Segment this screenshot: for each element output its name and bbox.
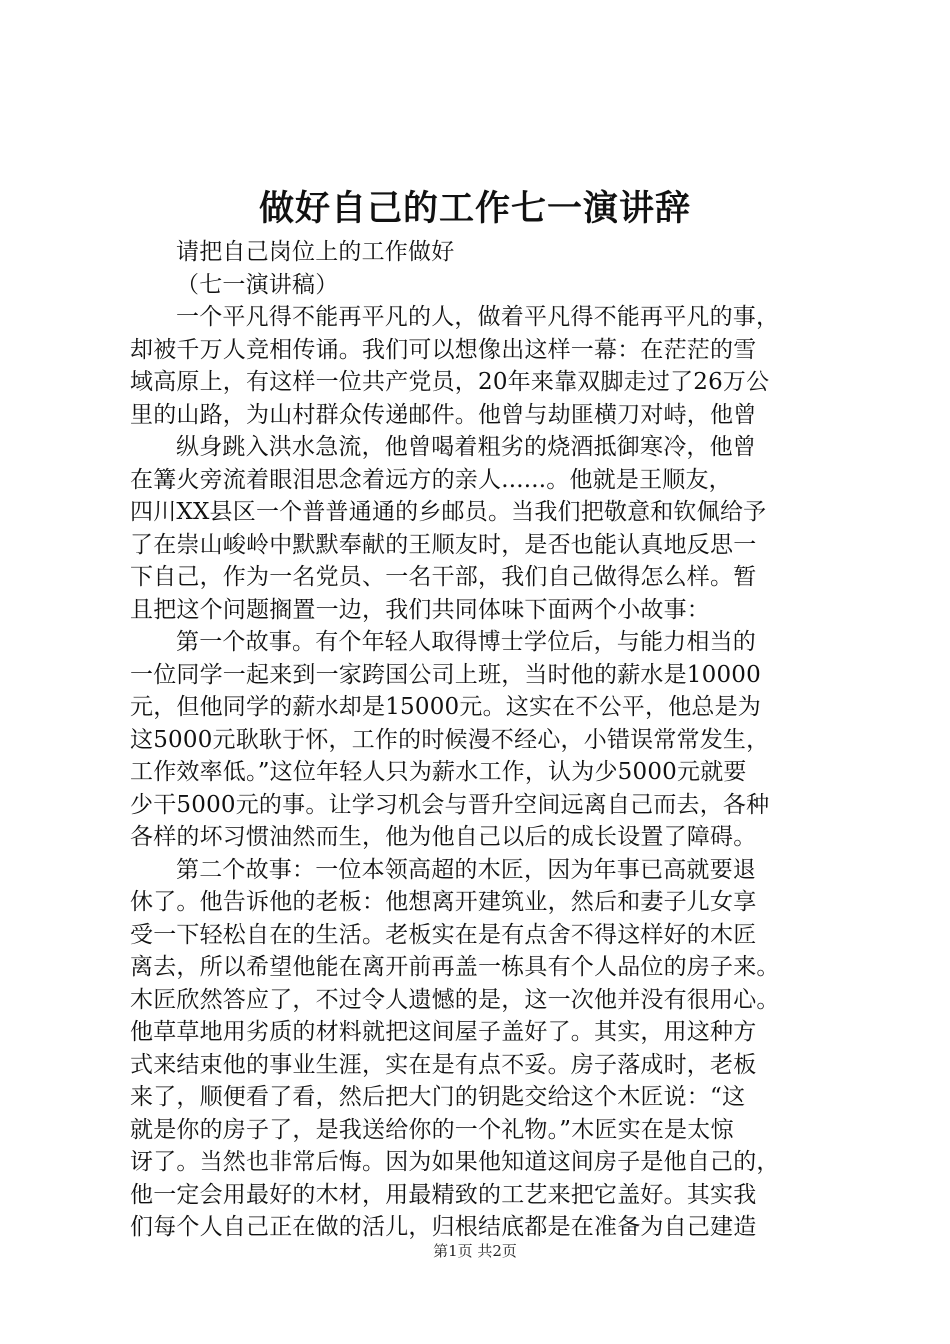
text-line: 各样的坏习惯油然而生，他为他自己以后的成长设置了障碍。 — [130, 824, 757, 850]
text-line: 四川XX县区一个普普通通的乡邮员。当我们把敬意和钦佩给予 — [130, 499, 767, 525]
page-title: 做好自己的工作七一演讲辞 — [258, 188, 691, 229]
text-line: 工作效率低。”这位年轻人只为薪水工作，认为少5000元就要 — [130, 759, 747, 785]
text-line: 这5000元耿耿于怀，工作的时候漫不经心，小错误常常发生， — [130, 726, 770, 753]
text-line: 了在崇山峻岭中默默奉献的王顺友时，是否也能认真地反思一 — [130, 531, 757, 558]
text-line: 第一个故事。有个年轻人取得博士学位后，与能力相当的 — [176, 629, 756, 655]
text-line: 他一定会用最好的木材，用最精致的工艺来把它盖好。其实我 — [130, 1181, 757, 1208]
text-line: 域高原上，有这样一位共产党员，20年来靠双脚走过了26万公 — [130, 369, 770, 395]
text-line: 他草草地用劣质的材料就把这间屋子盖好了。其实，用这种方 — [130, 1019, 757, 1045]
text-line: 纵身跳入洪水急流，他曾喝着粗劣的烧酒抵御寒冷，他曾 — [176, 434, 756, 460]
text-line: 第二个故事：一位本领高超的木匠，因为年事已高就要退 — [176, 856, 756, 883]
text-line: 一位同学一起来到一家跨国公司上班，当时他的薪水是10000 — [130, 661, 761, 688]
text-line: 来了，顺便看了看，然后把大门的钥匙交给这个木匠说：“这 — [130, 1084, 746, 1110]
text-line: 却被千万人竞相传诵。我们可以想像出这样一幕：在茫茫的雪 — [130, 336, 757, 363]
text-line: 们每个人自己正在做的活儿，归根结底都是在准备为自己建造 — [130, 1214, 757, 1240]
document-body — [130, 236, 830, 1244]
text-line: （七一演讲稿） — [176, 271, 339, 298]
text-line: 休了。他告诉他的老板：他想离开建筑业，然后和妻子儿女享 — [130, 889, 757, 915]
text-line: 下自己，作为一名党员、一名干部，我们自己做得怎么样。暂 — [130, 564, 757, 590]
text-line: 受一下轻松自在的生活。老板实在是有点舍不得这样好的木匠 — [130, 921, 757, 948]
text-line: 离去，所以希望他能在离开前再盖一栋具有个人品位的房子来。 — [130, 954, 780, 980]
text-line: 少干5000元的事。让学习机会与晋升空间远离自己而去，各种 — [130, 791, 770, 818]
text-line: 里的山路，为山村群众传递邮件。他曾与劫匪横刀对峙，他曾 — [130, 401, 757, 428]
text-line: 一个平凡得不能再平凡的人，做着平凡得不能再平凡的事， — [176, 304, 780, 330]
text-line: 且把这个问题搁置一边，我们共同体味下面两个小故事： — [130, 596, 710, 623]
text-line: 请把自己岗位上的工作做好 — [176, 239, 455, 265]
text-line: 元，但他同学的薪水却是15000元。这实在不公平，他总是为 — [130, 694, 761, 720]
page-footer: 第1页 共2页 — [433, 1242, 517, 1260]
text-line: 讶了。当然也非常后悔。因为如果他知道这间房子是他自己的， — [130, 1149, 780, 1175]
text-line: 就是你的房子了，是我送给你的一个礼物。”木匠实在是太惊 — [130, 1116, 734, 1143]
text-line: 木匠欣然答应了，不过令人遗憾的是，这一次他并没有很用心。 — [130, 986, 780, 1013]
text-line: 在篝火旁流着眼泪思念着远方的亲人......。他就是王顺友， — [130, 466, 732, 493]
text-line: 式来结束他的事业生涯，实在是有点不妥。房子落成时，老板 — [130, 1051, 757, 1078]
